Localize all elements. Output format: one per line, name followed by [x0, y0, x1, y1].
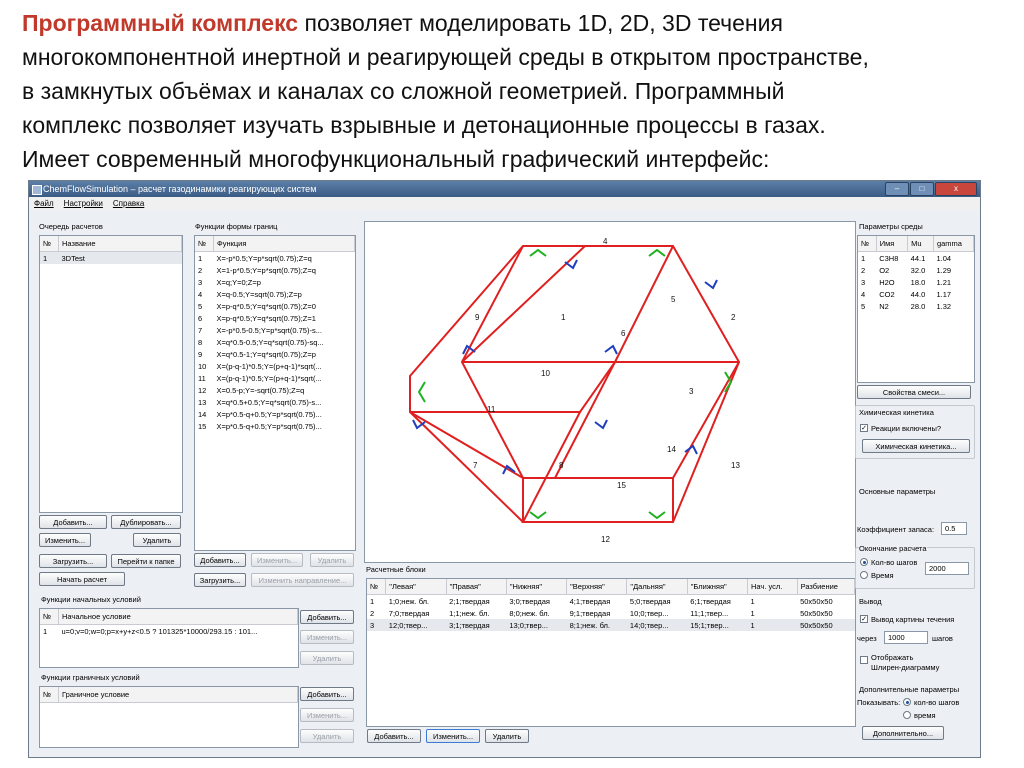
table-row[interactable]: 1 C3H8 44.1 1.04 — [861, 253, 952, 263]
window-title: ChemFlowSimulation – расчет газодинамики реагирующих систем — [43, 184, 317, 194]
blocks-col-header[interactable]: "Ближняя" — [687, 579, 747, 595]
block-label: 7 — [473, 461, 478, 470]
queue-edit-button[interactable]: Изменить... — [39, 533, 91, 547]
blocks-col-header[interactable]: Нач. усл. — [747, 579, 797, 595]
ic-add-button[interactable]: Добавить... — [300, 610, 354, 624]
slide-line-1: позволяет моделировать 1D, 2D, 3D течения — [298, 10, 783, 36]
schlieren-label-1: Отображать — [871, 653, 914, 662]
end-time-radio[interactable] — [860, 571, 868, 579]
table-row[interactable]: 3 12;0;твер... 3;1;твердая 13;0;твер... 8;1;неж. бл. 14;0;твер... 15;1;твер... 1 50x50x50 — [367, 619, 855, 631]
medium-col-num[interactable]: № — [858, 236, 876, 252]
table-row[interactable]: 2 X=1-p*0.5;Y=p*sqrt(0.75);Z=q — [198, 265, 316, 275]
block-label: 15 — [617, 481, 626, 490]
queue-title: Очередь расчетов — [39, 222, 103, 231]
ic-col-cond[interactable]: Начальное условие — [59, 609, 298, 625]
bc-delete-button[interactable]: Удалить — [300, 729, 354, 743]
bc-edit-button[interactable]: Изменить... — [300, 708, 354, 722]
blocks-col-header[interactable]: № — [367, 579, 386, 595]
table-row[interactable]: 6 X=p-q*0.5;Y=q*sqrt(0.75);Z=1 — [198, 313, 316, 323]
geometry-canvas[interactable] — [364, 221, 856, 563]
minimize-button[interactable]: – — [885, 182, 909, 196]
table-row[interactable]: 12 X=0.5-p;Y=-sqrt(0.75);Z=q — [198, 385, 305, 395]
block-label: 9 — [475, 313, 480, 322]
queue-duplicate-button[interactable]: Дублировать... — [111, 515, 181, 529]
end-steps-radio[interactable] — [860, 558, 868, 566]
block-label: 12 — [601, 535, 610, 544]
block-label: 8 — [559, 461, 564, 470]
blocks-edit-button[interactable]: Изменить... — [426, 729, 480, 743]
queue-goto-folder-button[interactable]: Перейти к папке — [111, 554, 181, 568]
table-row[interactable]: 1 3DTest — [40, 252, 182, 265]
title-bar — [29, 181, 980, 197]
shape-edit-button[interactable]: Изменить... — [251, 553, 303, 567]
table-row[interactable]: 3 X=q;Y=0;Z=p — [198, 277, 261, 287]
front-edge — [410, 362, 615, 412]
block-edges — [410, 246, 739, 522]
shape-col-func[interactable]: Функция — [214, 236, 355, 252]
end-title: Окончание расчета — [859, 544, 927, 553]
chemical-kinetics-button[interactable]: Химическая кинетика... — [862, 439, 970, 453]
menu-file[interactable]: Файл — [34, 199, 54, 208]
geometry-svg — [365, 222, 855, 562]
extra-time-radio[interactable] — [903, 711, 911, 719]
block-label: 3 — [689, 387, 694, 396]
mix-properties-button[interactable]: Свойства смеси... — [857, 385, 971, 399]
output-pictures-label: Вывод картины течения — [871, 615, 955, 624]
output-pictures-checkbox[interactable]: ✓ — [861, 616, 867, 623]
table-row[interactable]: 7 X=-p*0.5-0.5;Y=p*sqrt(0.75)-s... — [198, 325, 322, 335]
queue-list[interactable] — [39, 235, 183, 513]
queue-load-button[interactable]: Загрузить... — [39, 554, 107, 568]
blocks-col-header[interactable]: Разбиение — [797, 579, 854, 595]
block-label: 10 — [541, 369, 550, 378]
blocks-col-header[interactable]: "Левая" — [386, 579, 446, 595]
output-through-input[interactable]: 1000 — [884, 631, 928, 644]
boundary-conditions-list[interactable] — [39, 686, 299, 748]
slide-line-2: многокомпонентной инертной и реагирующей среды в открытом пространстве, — [22, 44, 869, 70]
start-calculation-button[interactable]: Начать расчет — [39, 572, 125, 586]
bc-col-num[interactable]: № — [40, 687, 59, 703]
end-steps-label: Кол-во шагов — [871, 558, 918, 567]
blocks-table[interactable] — [366, 578, 856, 727]
ic-col-num[interactable]: № — [40, 609, 59, 625]
initial-conditions-list[interactable] — [39, 608, 299, 668]
maximize-button[interactable]: □ — [910, 182, 934, 196]
slide-highlight: Программный комплекс — [22, 10, 299, 36]
close-button[interactable]: x — [935, 182, 977, 196]
blocks-title: Расчетные блоки — [366, 565, 426, 574]
blocks-col-header[interactable]: "Дальняя" — [627, 579, 687, 595]
table-row[interactable]: 15 X=p*0.5-q+0.5;Y=p*sqrt(0.75)... — [198, 421, 322, 431]
schlieren-label-2: Шлирен-диаграмму — [871, 663, 940, 672]
table-row[interactable]: 1 X=-p*0.5;Y=p*sqrt(0.75);Z=q — [198, 253, 312, 263]
kinetics-title: Химическая кинетика — [859, 408, 934, 417]
table-row[interactable]: 5 X=p-q*0.5;Y=q*sqrt(0.75);Z=0 — [198, 301, 316, 311]
table-row[interactable]: 5 N2 28.0 1.32 — [861, 301, 952, 311]
ic-edit-button[interactable]: Изменить... — [300, 630, 354, 644]
blocks-col-header[interactable]: "Верхняя" — [567, 579, 627, 595]
shape-change-direction-button[interactable]: Изменить направление... — [251, 573, 354, 587]
blocks-col-header[interactable]: "Правая" — [446, 579, 506, 595]
slide-line-5: Имеет современный многофункциональный графический интерфейс: — [22, 146, 770, 172]
end-time-label: Время — [871, 571, 894, 580]
slide-line-3: в замкнутых объёмах и каналах со сложной геометрией. Программный — [22, 78, 785, 104]
block-label: 13 — [731, 461, 740, 470]
block-label: 11 — [487, 405, 496, 414]
blocks-col-header[interactable]: "Нижняя" — [506, 579, 566, 595]
reactions-checkbox[interactable]: ✓ — [861, 425, 867, 432]
medium-col-name[interactable]: Имя — [876, 236, 907, 252]
bottom-edge — [523, 362, 739, 522]
block-label: 6 — [621, 329, 626, 338]
table-row[interactable]: 10 X=(p-q-1)*0.5;Y=(p+q-1)*sqrt(... — [198, 361, 322, 371]
app-window — [28, 180, 981, 758]
medium-list[interactable] — [857, 235, 975, 383]
app-icon — [32, 185, 42, 195]
block-label: 4 — [603, 237, 608, 246]
block-labels — [473, 237, 740, 544]
shape-functions-list[interactable] — [194, 235, 356, 551]
shape-load-button[interactable]: Загрузить... — [194, 573, 246, 587]
block-label: 1 — [561, 313, 566, 322]
table-row[interactable]: 9 X=q*0.5-1;Y=q*sqrt(0.75);Z=p — [198, 349, 316, 359]
queue-col-name[interactable]: Название — [59, 236, 182, 252]
table-row[interactable]: 14 X=p*0.5-q+0.5;Y=p*sqrt(0.75)... — [198, 409, 322, 419]
extra-title: Дополнительные параметры — [859, 685, 960, 694]
extra-steps-radio[interactable] — [903, 698, 911, 706]
extra-time-label: время — [914, 711, 936, 720]
slide-line-4: комплекс позволяет изучать взрывные и детонационные процессы в газах. — [22, 112, 826, 138]
block-label: 5 — [671, 295, 676, 304]
table-row[interactable]: 4 CO2 44.0 1.17 — [861, 289, 952, 299]
table-row[interactable]: 1 u=0;v=0;w=0;p=x+y+z<0.5 ? 101325*10000/293.15 : 101... — [43, 626, 258, 636]
block-label: 2 — [731, 313, 736, 322]
end-steps-input[interactable]: 2000 — [925, 562, 969, 575]
queue-delete-button[interactable]: Удалить — [133, 533, 181, 547]
blocks-delete-button[interactable]: Удалить — [485, 729, 529, 743]
initial-conditions-title: Функции начальных условий — [41, 595, 141, 604]
safety-factor-label: Коэффициент запаса: — [857, 525, 935, 534]
extra-button[interactable]: Дополнительно... — [862, 726, 944, 740]
inner-mid-edge — [615, 246, 739, 362]
shape-col-num[interactable]: № — [195, 236, 214, 252]
queue-add-button[interactable]: Добавить... — [39, 515, 107, 529]
boundary-conditions-title: Функции граничных условий — [41, 673, 140, 682]
shape-delete-button[interactable]: Удалить — [310, 553, 354, 567]
main-params-title: Основные параметры — [859, 487, 936, 496]
shape-functions-title: Функции формы границ — [195, 222, 278, 231]
table-row[interactable]: 11 X=(p-q-1)*0.5;Y=(p+q-1)*sqrt(... — [198, 373, 322, 383]
table-row[interactable]: 1 1;0;неж. бл. 2;1;твердая 3;0;твердая 4;1;твердая 5;0;твердая 6;1;твердая 1 50x50x50 — [370, 596, 833, 606]
output-through-label: через — [857, 634, 877, 643]
bc-col-cond[interactable]: Граничное условие — [59, 687, 298, 703]
schlieren-checkbox[interactable] — [860, 656, 868, 664]
table-row[interactable]: 8 X=q*0.5-0.5;Y=q*sqrt(0.75)-sq... — [198, 337, 324, 347]
extra-show-label: Показывать: — [857, 698, 901, 707]
block-label: 14 — [667, 445, 676, 454]
menu-bar — [29, 197, 980, 210]
menu-settings[interactable]: Настройки — [63, 199, 103, 208]
table-row[interactable]: 3 H2O 18.0 1.21 — [861, 277, 952, 287]
medium-title: Параметры среды — [859, 222, 923, 231]
queue-col-num[interactable]: № — [40, 236, 59, 252]
table-row[interactable]: 2 7;0;твердая 1;1;неж. бл. 8;0;неж. бл. 9;1;твердая 10;0;твер... 11;1;твер... 1 50x50x50 — [370, 608, 833, 618]
medium-col-mu[interactable]: Mu — [908, 236, 934, 252]
extra-steps-label: кол-во шагов — [914, 698, 960, 707]
safety-factor-input[interactable]: 0.5 — [941, 522, 967, 535]
menu-help[interactable]: Справка — [112, 199, 145, 208]
output-title: Вывод — [859, 597, 882, 606]
output-steps-unit: шагов — [932, 634, 953, 643]
bc-add-button[interactable]: Добавить... — [300, 687, 354, 701]
shape-add-button[interactable]: Добавить... — [194, 553, 246, 567]
table-row[interactable]: 2 O2 32.0 1.29 — [861, 265, 952, 275]
blocks-add-button[interactable]: Добавить... — [367, 729, 421, 743]
table-row[interactable]: 4 X=q-0.5;Y=sqrt(0.75);Z=p — [198, 289, 302, 299]
medium-col-gamma[interactable]: gamma — [933, 236, 973, 252]
reactions-label: Реакции включены? — [871, 424, 942, 433]
inner-low-edge — [462, 362, 615, 478]
table-row[interactable]: 13 X=q*0.5+0.5;Y=q*sqrt(0.75)-s... — [198, 397, 322, 407]
slide-description — [22, 6, 1012, 176]
ic-delete-button[interactable]: Удалить — [300, 651, 354, 665]
